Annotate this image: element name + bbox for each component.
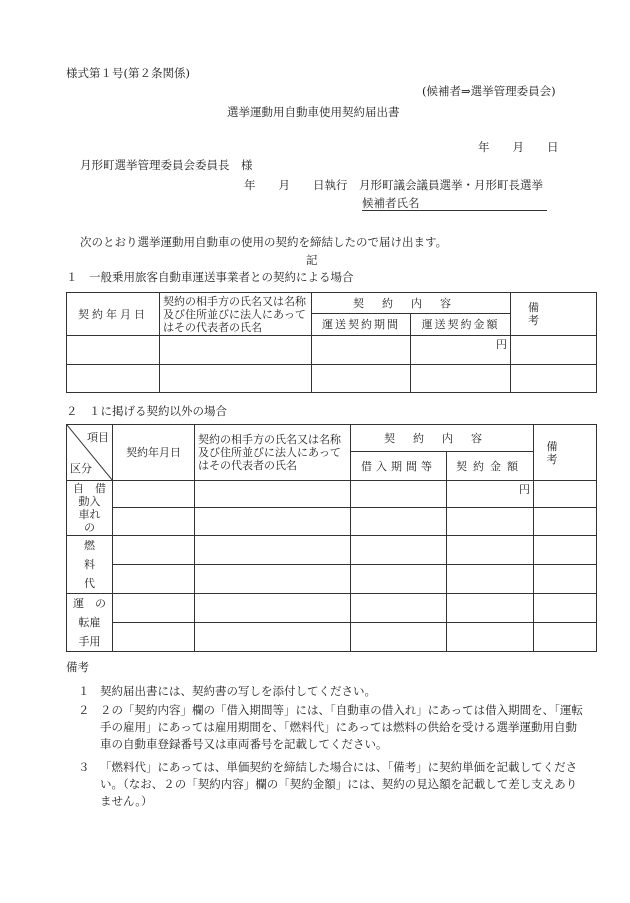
s2-cell[interactable] [351, 594, 447, 623]
s1-col-remarks: 備考 [511, 293, 597, 336]
s2-col-content: 契約内容 [351, 425, 534, 452]
s2-col-remarks: 備考 [534, 425, 597, 481]
form-number: 様式第１号(第２条関係) [66, 66, 190, 80]
s2-diagonal-header [67, 425, 113, 481]
s1-col-period: 運送契約期間 [312, 314, 411, 336]
s2-cell[interactable] [447, 623, 534, 652]
section1-heading: １ 一般乗用旅客自動車運送事業者との契約による場合 [66, 270, 354, 284]
s1-cell[interactable] [67, 336, 160, 365]
s2-cell[interactable] [195, 536, 351, 565]
s2-cell[interactable] [351, 536, 447, 565]
s2-cell[interactable] [113, 565, 195, 594]
s2-diag-top: 項目 [87, 431, 109, 444]
s1-cell[interactable] [160, 365, 312, 393]
note-item-1: １ 契約届出書には、契約書の写しを添付してください。 [78, 684, 376, 698]
s2-row-label-driver: 運 の 転雇 手用 [67, 594, 113, 652]
s2-col-date: 契約年月日 [113, 425, 195, 481]
intro-text: 次のとおり選挙運動用自動車の使用の契約を締結したので届け出ます。 [80, 235, 448, 249]
note-item-2: ２ ２の「契約内容」欄の「借入期間等」には、「自動車の借入れ」にあっては借入期間を、「運転手の雇用」にあっては雇用期間を、「燃料代」にあっては燃料の供給を受ける選挙運動用自動車の自動車登録番号又は車両番号を記載してください。 [78, 703, 583, 751]
section1-table [66, 292, 597, 393]
s1-col-party: 契約の相手方の氏名又は名称及び住所並びに法人にあってはその代表者の氏名 [160, 293, 312, 336]
section2-heading: ２ １に掲げる契約以外の場合 [66, 404, 227, 418]
s2-cell[interactable] [447, 594, 534, 623]
s2-cell[interactable] [113, 481, 195, 508]
s2-cell[interactable] [195, 508, 351, 536]
s2-row-label-fuel: 燃 料 代 [67, 536, 113, 594]
s1-col-amount: 運送契約金額 [411, 314, 511, 336]
s2-row-label-car: 自 借 動入 車れ の [67, 481, 113, 536]
s2-cell[interactable] [195, 594, 351, 623]
s1-cell[interactable] [511, 336, 597, 365]
note-item-3: ３ 「燃料代」にあっては、単価契約を締結した場合には、「備考」に契約単価を記載してください。（なお、２の「契約内容」欄の「契約金額」には、契約の見込額を記載して差し支えありません。） [78, 760, 578, 808]
ki-label: 記 [306, 253, 318, 267]
s1-col-content: 契約内容 [312, 293, 511, 314]
s2-cell[interactable] [113, 594, 195, 623]
s2-cell[interactable] [534, 565, 597, 594]
s2-cell[interactable] [113, 623, 195, 652]
s2-cell[interactable] [534, 536, 597, 565]
s2-cell[interactable] [534, 508, 597, 536]
s2-col-party: 契約の相手方の氏名又は名称及び住所並びに法人にあってはその代表者の氏名 [195, 425, 351, 481]
s2-cell[interactable] [195, 623, 351, 652]
s2-cell[interactable] [351, 481, 447, 508]
s2-cell[interactable] [351, 623, 447, 652]
s2-yen-cell[interactable] [447, 481, 534, 508]
s1-cell[interactable] [312, 365, 411, 393]
s2-cell[interactable] [351, 508, 447, 536]
date-line: 年 月 日 [478, 140, 559, 154]
election-line: 年 月 日執行 月形町議会議員選挙・月形町長選挙 [244, 178, 543, 192]
s1-cell[interactable] [411, 365, 511, 393]
s1-cell[interactable] [312, 336, 411, 365]
s2-cell[interactable] [351, 565, 447, 594]
s2-cell[interactable] [447, 508, 534, 536]
s2-cell[interactable] [447, 565, 534, 594]
s2-cell[interactable] [195, 481, 351, 508]
s2-cell[interactable] [534, 481, 597, 508]
s2-cell[interactable] [534, 623, 597, 652]
section2-table [66, 424, 597, 652]
s2-cell[interactable] [447, 536, 534, 565]
s2-col-period: 借入期間等 [351, 452, 447, 481]
s2-diag-bottom: 区分 [70, 462, 92, 475]
s2-col-amount: 契約金額 [447, 452, 534, 481]
s2-cell[interactable] [195, 565, 351, 594]
addressee: 月形町選挙管理委員会委員長 様 [80, 158, 253, 172]
direction-label: (候補者⇒選挙管理委員会) [422, 84, 556, 98]
s1-yen-cell[interactable] [411, 336, 511, 365]
s2-cell[interactable] [113, 508, 195, 536]
s1-cell[interactable] [67, 365, 160, 393]
s1-col-date: 契約年月日 [67, 293, 160, 336]
candidate-name-field[interactable]: 候補者氏名 [362, 196, 547, 211]
notes-title: 備考 [66, 660, 89, 674]
yen-label: 円 [519, 483, 530, 496]
s2-cell[interactable] [534, 594, 597, 623]
document-title: 選挙運動用自動車使用契約届出書 [227, 105, 400, 119]
yen-label: 円 [496, 338, 507, 351]
s2-cell[interactable] [113, 536, 195, 565]
s1-cell[interactable] [511, 365, 597, 393]
s1-cell[interactable] [160, 336, 312, 365]
